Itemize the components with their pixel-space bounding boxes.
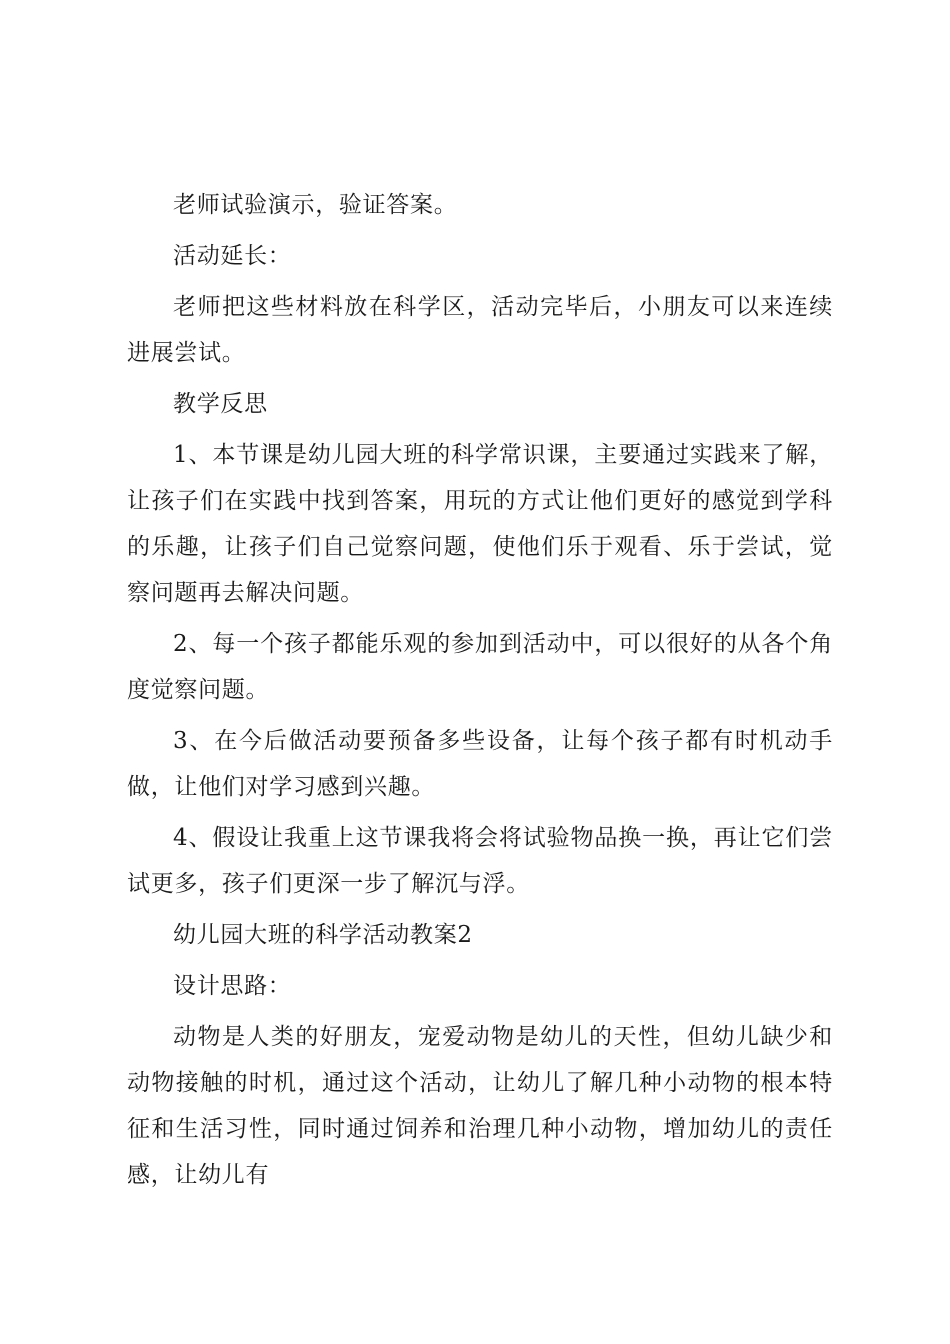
paragraph-reflection-heading: 教学反思 <box>173 391 268 417</box>
paragraph-lesson-plan-2-title: 幼儿园大班的科学活动教案2 <box>173 922 473 948</box>
paragraph-reflection-2: 2、每一个孩子都能乐观的参加到活动中，可以很好的从各个角度觉察问题。 <box>127 631 833 703</box>
paragraph-reflection-3: 3、在今后做活动要预备多些设备，让每个孩子都有时机动手做，让他们对学习感到兴趣。 <box>127 728 833 800</box>
paragraph-activity-extension: 老师把这些材料放在科学区，活动完毕后，小朋友可以来连续进展尝试。 <box>127 294 833 366</box>
paragraph-teacher-demo: 老师试验演示，验证答案。 <box>173 192 458 218</box>
paragraph-design-idea: 动物是人类的好朋友，宠爱动物是幼儿的天性，但幼儿缺少和动物接触的时机，通过这个活动，让幼儿了解几种小动物的根本特征和生活习性，同时通过饲养和治理几种小动物，增加幼儿的责任感，让幼儿有 <box>127 1024 833 1188</box>
paragraph-reflection-1: 1、本节课是幼儿园大班的科学常识课，主要通过实践来了解，让孩子们在实践中找到答案，用玩的方式让他们更好的感觉到学科的乐趣，让孩子们自己觉察问题，使他们乐于观看、乐于尝试，觉察问题再去解决问题。 <box>127 442 833 606</box>
paragraph-design-idea-heading: 设计思路： <box>173 973 292 999</box>
paragraph-reflection-4: 4、假设让我重上这节课我将会将试验物品换一换，再让它们尝试更多，孩子们更深一步了解沉与浮。 <box>127 825 833 897</box>
paragraph-activity-extension-heading: 活动延长： <box>173 243 292 269</box>
document-body <box>127 182 833 1203</box>
